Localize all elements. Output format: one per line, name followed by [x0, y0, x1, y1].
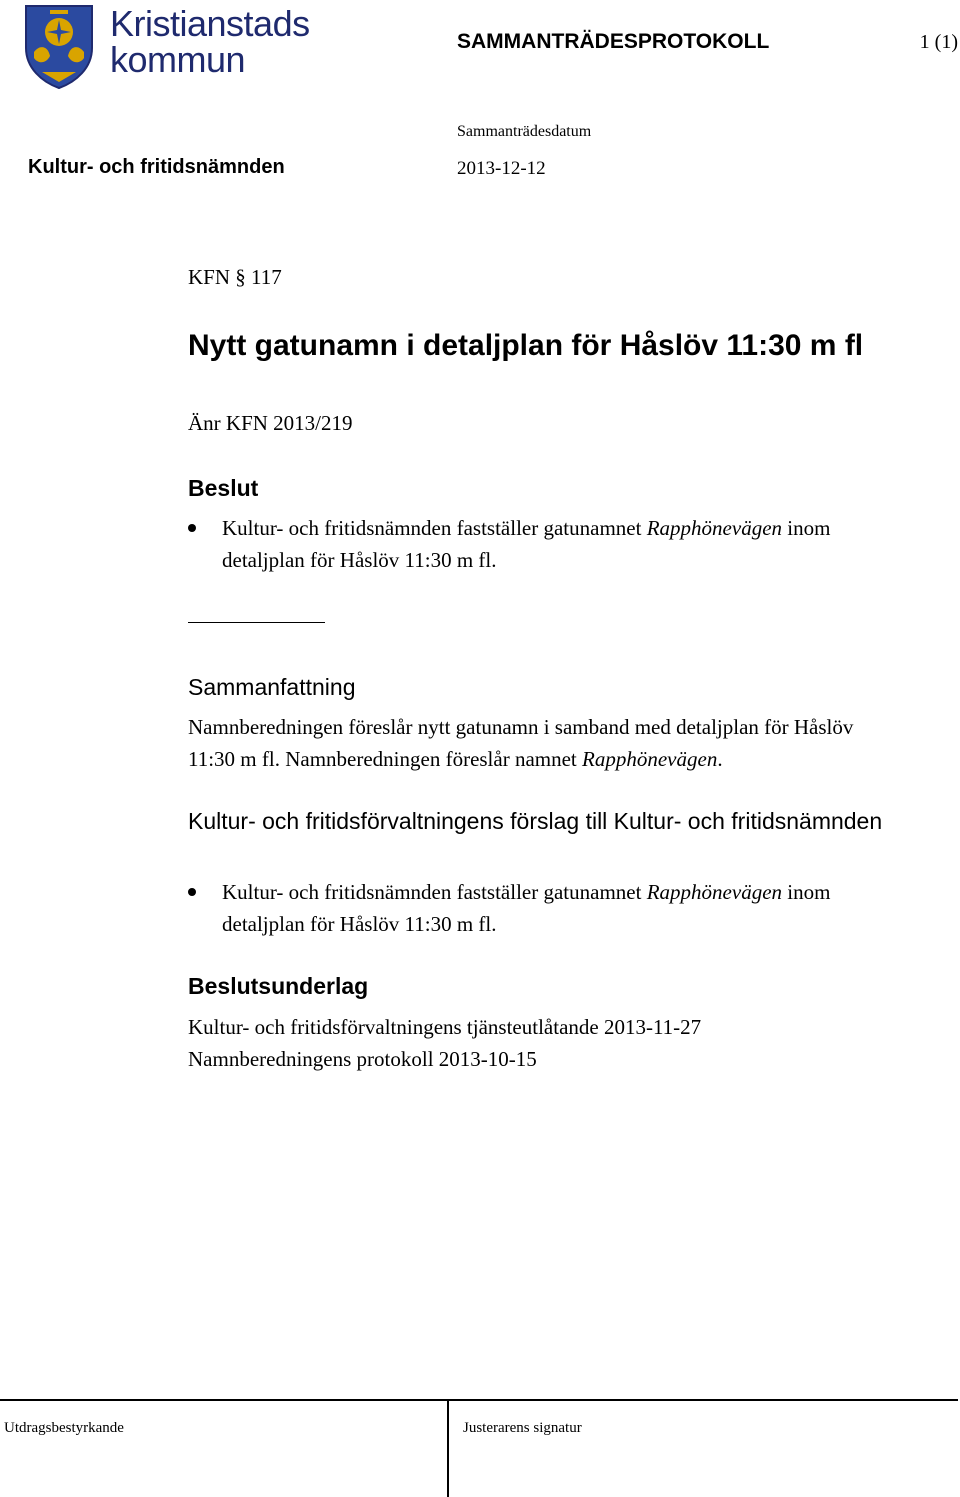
list-item: Kultur- och fritidsnämnden fastställer gatunamnet Rapphönevägen inom detaljplan för Håslöv 11:30 m fl.	[188, 876, 888, 940]
section-divider	[188, 622, 325, 623]
beslutsunderlag-heading: Beslutsunderlag	[188, 973, 369, 999]
certification-label: Utdragsbestyrkande	[4, 1420, 124, 1436]
beslutsunderlag-list	[188, 1011, 888, 1075]
logo-line-1: Kristianstads	[110, 3, 310, 44]
list-item: Kultur- och fritidsnämnden fastställer gatunamnet Rapphönevägen inom detaljplan för Håslöv 11:30 m fl.	[188, 512, 888, 576]
item-title: Nytt gatunamn i detaljplan för Håslöv 11:30 m fl	[188, 329, 864, 362]
footer-column-divider	[447, 1399, 449, 1497]
signature-label: Justerarens signatur	[463, 1420, 582, 1436]
beslut-list	[188, 512, 888, 576]
list-item: Kultur- och fritidsförvaltningens tjänsteutlåtande 2013-11-27	[188, 1015, 702, 1039]
bullet-icon	[188, 524, 196, 532]
page-number: 1 (1)	[919, 31, 958, 53]
forslag-list	[188, 876, 888, 940]
beslut-heading: Beslut	[188, 475, 259, 501]
municipality-logo	[20, 2, 310, 90]
sammanfattning-text: Namnberedningen föreslår nytt gatunamn i samband med detaljplan för Håslöv 11:30 m fl. Namnberedningen föreslår namnet Rapphönevägen.	[188, 715, 854, 771]
document-title: SAMMANTRÄDESPROTOKOLL	[457, 30, 770, 53]
list-item: Namnberedningens protokoll 2013-10-15	[188, 1047, 537, 1071]
footer-divider	[0, 1399, 958, 1401]
diary-number: Änr KFN 2013/219	[188, 411, 353, 435]
street-name: Rapphönevägen	[582, 747, 718, 771]
meeting-date: 2013-12-12	[457, 158, 546, 179]
street-name: Rapphönevägen	[646, 516, 783, 540]
committee-name: Kultur- och fritidsnämnden	[28, 156, 285, 178]
forslag-heading: Kultur- och fritidsförvaltningens förslag till Kultur- och fritidsnämnden	[188, 808, 883, 834]
sammanfattning-heading: Sammanfattning	[188, 674, 356, 700]
logo-line-2: kommun	[110, 39, 246, 80]
street-name: Rapphönevägen	[646, 880, 783, 904]
coat-of-arms-icon	[20, 2, 98, 90]
meeting-date-label: Sammanträdesdatum	[457, 123, 592, 140]
bullet-icon	[188, 888, 196, 896]
paragraph-reference: KFN § 117	[188, 265, 282, 289]
